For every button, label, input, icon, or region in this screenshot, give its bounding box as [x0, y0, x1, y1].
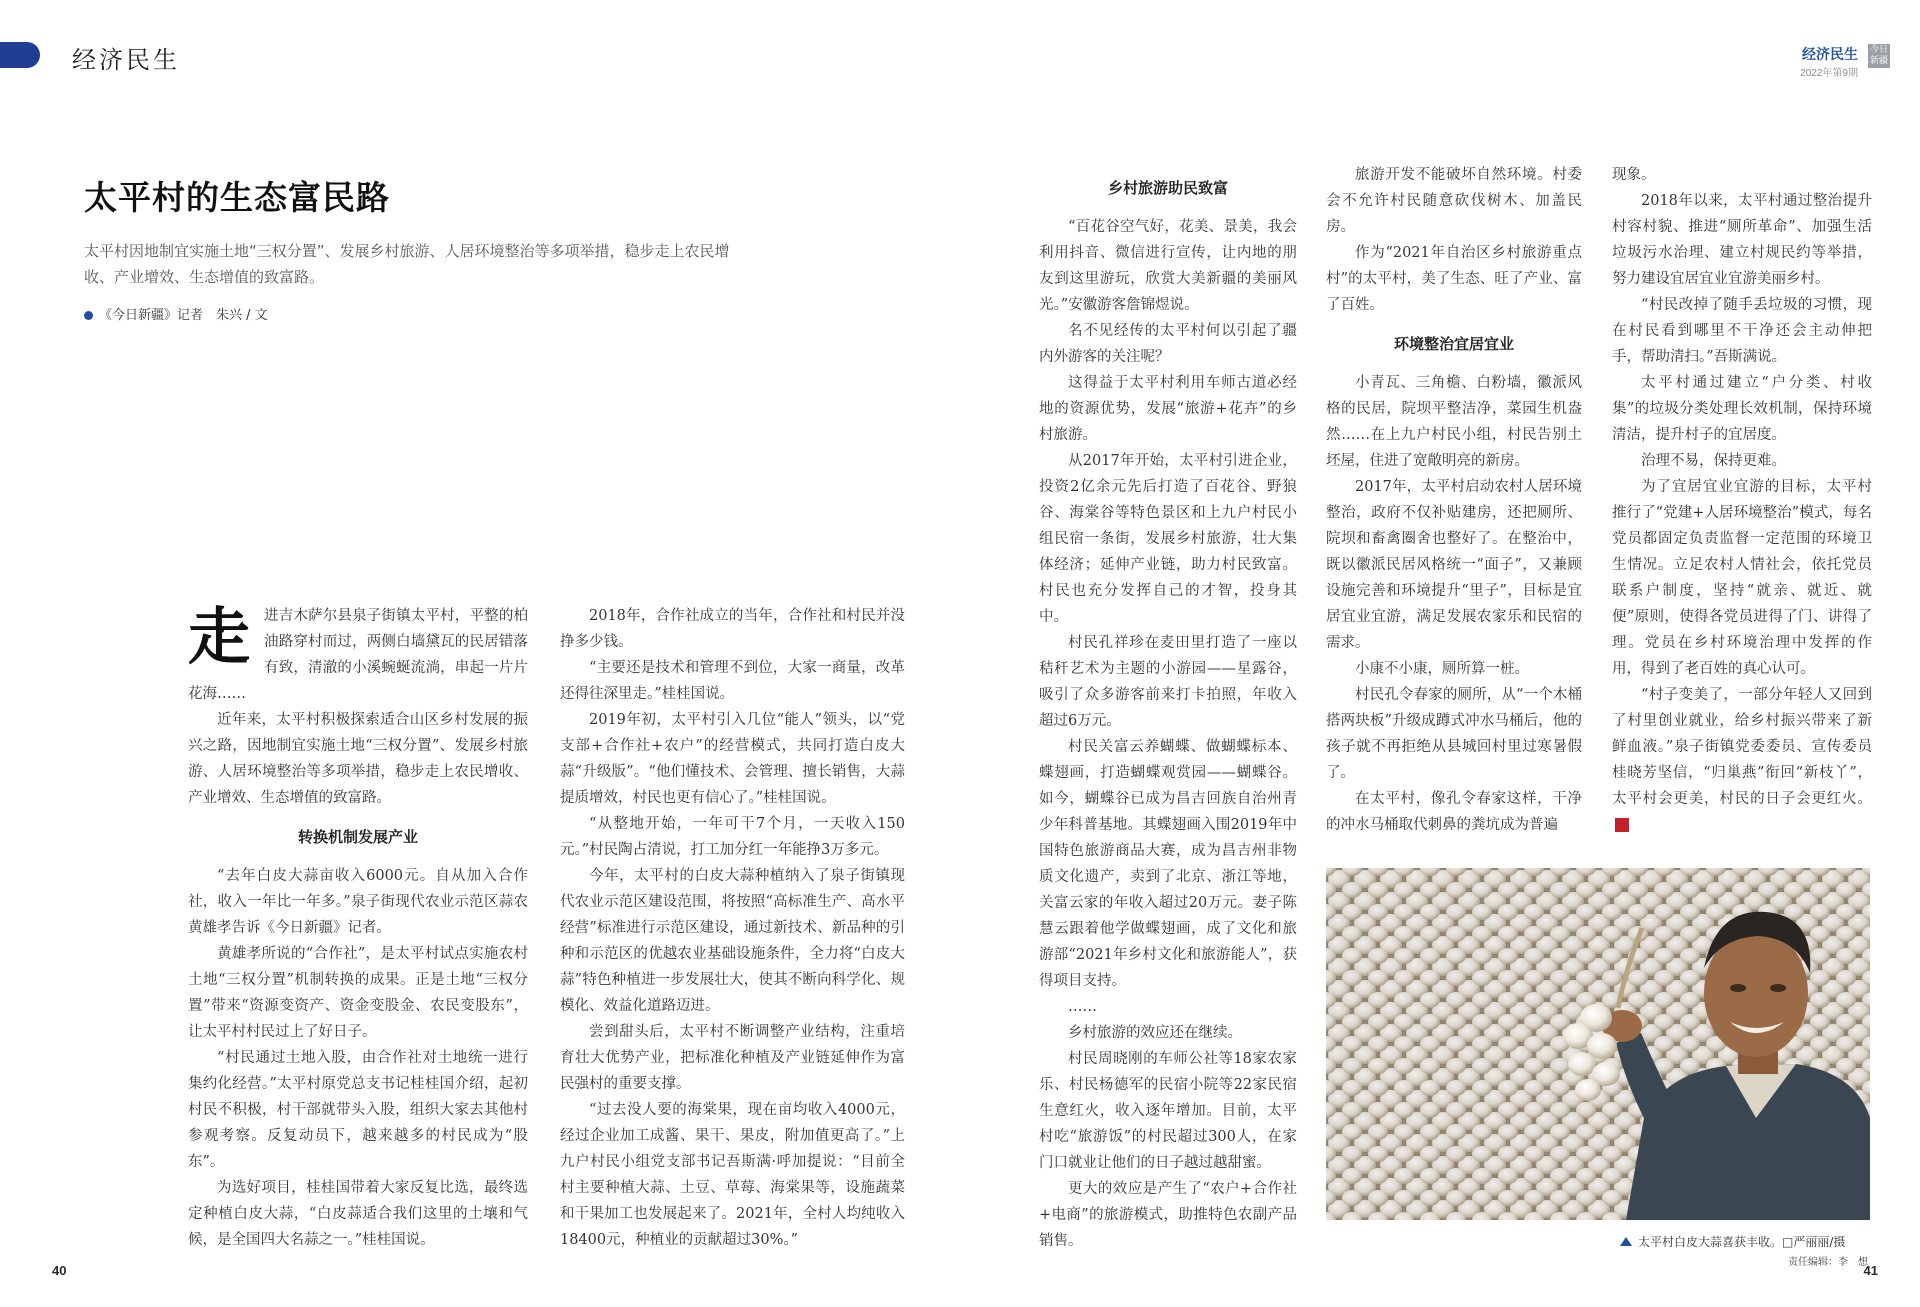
- paragraph: 今年，太平村的白皮大蒜种植纳入了泉子街镇现代农业示范区建设范围，将按照“高标准生产、高水平经营”标准进行示范区建设，通过新技术、新品种的引种和示范区的优越农业基础设施条件，全力将“白皮大蒜”特色种植进一步发展壮大，使其不断向科学化、规模化、效益化道路迈进。: [560, 868, 905, 1014]
- paragraph: 黄雄孝所说的“合作社”，是太平村试点实施农村土地“三权分置”机制转换的成果。正是土地“三权分置”带来“资源变资产、资金变股金、农民变股东”，让太平村村民过上了好日子。: [188, 946, 528, 1040]
- paragraph: 小康不小康，厕所算一桩。: [1355, 661, 1529, 677]
- responsible-editor: 责任编辑：李 想: [1788, 1257, 1868, 1268]
- paragraph: 从2017年开始，太平村引进企业，投资2亿余元先后打造了百花谷、野狼谷、海棠谷等特色景区和上九户村民小组民宿一条街，发展乡村旅游，壮大集体经济；延伸产业链，助力村民致富。村民也充分发挥自己的才智，投身其中。: [1039, 453, 1297, 625]
- paragraph: 作为“2021年自治区乡村旅游重点村”的太平村，美了生态、旺了产业、富了百姓。: [1326, 245, 1582, 313]
- subheading: 环境整治宜居宜业: [1393, 335, 1514, 353]
- paragraph: 现象。: [1612, 167, 1656, 183]
- paragraph: 治理不易，保持更难。: [1641, 453, 1786, 469]
- paragraph: 名不见经传的太平村何以引起了疆内外游客的关注呢？: [1039, 323, 1297, 365]
- paragraph: 村民周晓刚的车师公社等18家农家乐、村民杨德军的民宿小院等22家民宿生意红火，收入逐年增加。目前，太平村吃“旅游饭”的村民超过300人，在家门口就业让他们的日子越过越甜蜜。: [1039, 1051, 1297, 1171]
- paragraph: 进吉木萨尔县泉子街镇太平村，平整的柏油路穿村而过，两侧白墙黛瓦的民居错落有致，清澈的小溪蜿蜒流淌，串起一片片花海……: [188, 608, 528, 702]
- subheading: 转换机制发展产业: [297, 828, 418, 846]
- paragraph: 小青瓦、三角檐、白粉墙，徽派风格的民居，院坝平整洁净，菜园生机盎然……在上九户村民小组，村民告别土坯屋，住进了宽敞明亮的新房。: [1326, 375, 1582, 469]
- paragraph: “从整地开始，一年可干7个月，一天收入150元。”村民陶占清说，打工加分红一年能挣3万多元。: [560, 816, 905, 858]
- article-end-mark: J: [1615, 818, 1629, 832]
- paragraph: 旅游开发不能破坏自然环境。村委会不允许村民随意砍伐树木、加盖民房。: [1326, 167, 1582, 235]
- article-column-2: [560, 603, 905, 1253]
- byline: [84, 304, 268, 323]
- paragraph: [1612, 682, 1872, 838]
- paragraph: “百花谷空气好，花美、景美，我会利用抖音、微信进行宣传，让内地的朋友到这里游玩，欣赏大美新疆的美丽风光。”安徽游客詹锦煜说。: [1039, 219, 1297, 313]
- paragraph: 近年来，太平村积极探索适合山区乡村发展的振兴之路，因地制宜实施土地“三权分置”、发展乡村旅游、人居环境整治等多项举措，稳步走上农民增收、产业增效、生态增值的致富路。: [188, 712, 528, 806]
- garlic-harvest-illustration: [1326, 868, 1870, 1220]
- paragraph: “主要还是技术和管理不到位，大家一商量，改革还得往深里走。”桂桂国说。: [560, 660, 905, 702]
- caption-triangle-icon: [1620, 1237, 1632, 1246]
- paragraph: 这得益于太平村利用车师古道必经地的资源优势，发展“旅游+花卉”的乡村旅游。: [1039, 375, 1297, 443]
- running-header-issue: 2022年第9期: [1800, 68, 1858, 79]
- paragraph: 2019年初，太平村引入几位“能人”领头，以“党支部+合作社+农户”的经营模式，共同打造白皮大蒜“升级版”。“他们懂技术、会管理、擅长销售，大蒜提质增效，村民也更有信心了。”桂桂国说。: [560, 712, 905, 806]
- paragraph: 在太平村，像孔令春家这样，干净的冲水马桶取代刺鼻的粪坑成为普遍: [1326, 791, 1582, 833]
- byline-bullet-icon: [84, 311, 93, 320]
- garlic-harvest-photo: [1326, 868, 1870, 1220]
- byline-text: 《今日新疆》记者 朱兴 / 文: [99, 308, 268, 323]
- caption-text: 太平村白皮大蒜喜获丰收。□严丽丽/摄: [1638, 1235, 1846, 1249]
- article-title: 太平村的生态富民路: [84, 178, 390, 217]
- page-number-left: 40: [52, 1263, 67, 1278]
- paragraph: 村民关富云养蝴蝶、做蝴蝶标本、蝶翅画，打造蝴蝶观赏园——蝴蝶谷。如今，蝴蝶谷已成为昌吉回族自治州青少年科普基地。其蝶翅画入围2019年中国特色旅游商品大赛，成为昌吉州非物质文化遗产，卖到了北京、浙江等地，关富云家的年收入超过20万元。妻子陈慧云跟着他学做蝶翅画，成了文化和旅游部“2021年乡村文化和旅游能人”，获得项目支持。: [1039, 739, 1297, 989]
- paragraph: 2018年，合作社成立的当年，合作社和村民并没挣多少钱。: [560, 608, 905, 650]
- running-header: [1800, 44, 1858, 79]
- paragraph: 更大的效应是产生了“农户+合作社+电商”的旅游模式，助推特色农副产品销售。: [1039, 1181, 1297, 1249]
- drop-cap: 走: [188, 600, 251, 673]
- paragraph: “村民改掉了随手丢垃圾的习惯，现在村民看到哪里不干净还会主动伸把手，帮助清扫。”吾斯满说。: [1612, 297, 1872, 365]
- ellipsis-paragraph: ……: [1068, 999, 1097, 1015]
- paragraph: 2017年，太平村启动农村人居环境整治，政府不仅补贴建房，还把厕所、院坝和畜禽圈舍也整好了。在整治中，既以徽派民居风格统一“面子”，又兼顾设施完善和环境提升“里子”，目标是宜居宜业宜游，满足发展农家乐和民宿的需求。: [1326, 479, 1582, 651]
- subheading: 乡村旅游助民致富: [1107, 179, 1228, 197]
- paragraph: 尝到甜头后，太平村不断调整产业结构，注重培育壮大优势产业，把标准化种植及产业链延伸作为富民强村的重要支撑。: [560, 1024, 905, 1092]
- magazine-logo-box: 今日新疆: [1868, 44, 1890, 68]
- article-column-1: [188, 600, 528, 1253]
- page-number-right: 41: [1863, 1263, 1878, 1278]
- photo-caption: [1620, 1233, 1845, 1250]
- paragraph: 乡村旅游的效应还在继续。: [1068, 1025, 1242, 1041]
- paragraph: “去年白皮大蒜亩收入6000元。自从加入合作社，收入一年比一年多。”泉子街现代农业示范区蒜农黄雄孝告诉《今日新疆》记者。: [188, 868, 528, 936]
- paragraph: 村民孔祥珍在麦田里打造了一座以秸秆艺术为主题的小游园——星露谷，吸引了众多游客前来打卡拍照，年收入超过6万元。: [1039, 635, 1297, 729]
- article-column-4: [1326, 162, 1582, 838]
- article-lead: 太平村因地制宜实施土地“三权分置”、发展乡村旅游、人居环境整治等多项举措，稳步走上农民增收、产业增效、生态增值的致富路。: [84, 242, 730, 286]
- section-title: 经济民生: [72, 46, 180, 74]
- paragraph: 太平村通过建立“户分类、村收集”的垃圾分类处理长效机制，保持环境清洁，提升村子的宜居度。: [1612, 375, 1872, 443]
- section-tab-marker: [0, 42, 40, 68]
- paragraph-text: “村子变美了，一部分年轻人又回到了村里创业就业，给乡村振兴带来了新鲜血液。”泉子街镇党委委员、宣传委员桂晓芳坚信，“归巢燕”衔回“新枝丫”，太平村会更美，村民的日子会更红火。: [1612, 687, 1872, 807]
- paragraph: 为了宜居宜业宜游的目标，太平村推行了“党建+人居环境整治”模式，每名党员都固定负责监督一定范围的环境卫生情况。立足农村人情社会，依托党员联系户制度，坚持“就亲、就近、就便”原则，使得各党员进得了门、讲得了理。党员在乡村环境治理中发挥的作用，得到了老百姓的真心认可。: [1612, 479, 1872, 677]
- article-column-5: [1612, 162, 1872, 838]
- paragraph: 村民孔令春家的厕所，从“一个木桶搭两块板”升级成蹲式冲水马桶后，他的孩子就不再拒绝从县城回村里过寒暑假了。: [1326, 687, 1582, 781]
- paragraph: “过去没人要的海棠果，现在亩均收入4000元，经过企业加工成酱、果干、果皮，附加值更高了。”上九户村民小组党支部书记吾斯满·呼加提说：“目前全村主要种植大蒜、土豆、草莓、海棠果等，设施蔬菜和干果加工也发展起来了。2021年，全村人均纯收入18400元，种植业的贡献超过30%。”: [560, 1102, 905, 1248]
- running-header-section: 经济民生: [1802, 46, 1858, 62]
- paragraph: 为选好项目，桂桂国带着大家反复比选，最终选定种植白皮大蒜，“白皮蒜适合我们这里的土壤和气候，是全国四大名蒜之一。”桂桂国说。: [188, 1180, 528, 1248]
- article-column-3: [1039, 175, 1297, 1254]
- paragraph: 2018年以来，太平村通过整治提升村容村貌、推进“厕所革命”、加强生活垃圾污水治理、建立村规民约等举措，努力建设宜居宜业宜游美丽乡村。: [1612, 193, 1872, 287]
- paragraph: “村民通过土地入股，由合作社对土地统一进行集约化经营。”太平村原党总支书记桂桂国介绍，起初村民不积极，村干部就带头入股，组织大家去其他村参观考察。反复动员下，越来越多的村民成为“股东”。: [188, 1050, 528, 1170]
